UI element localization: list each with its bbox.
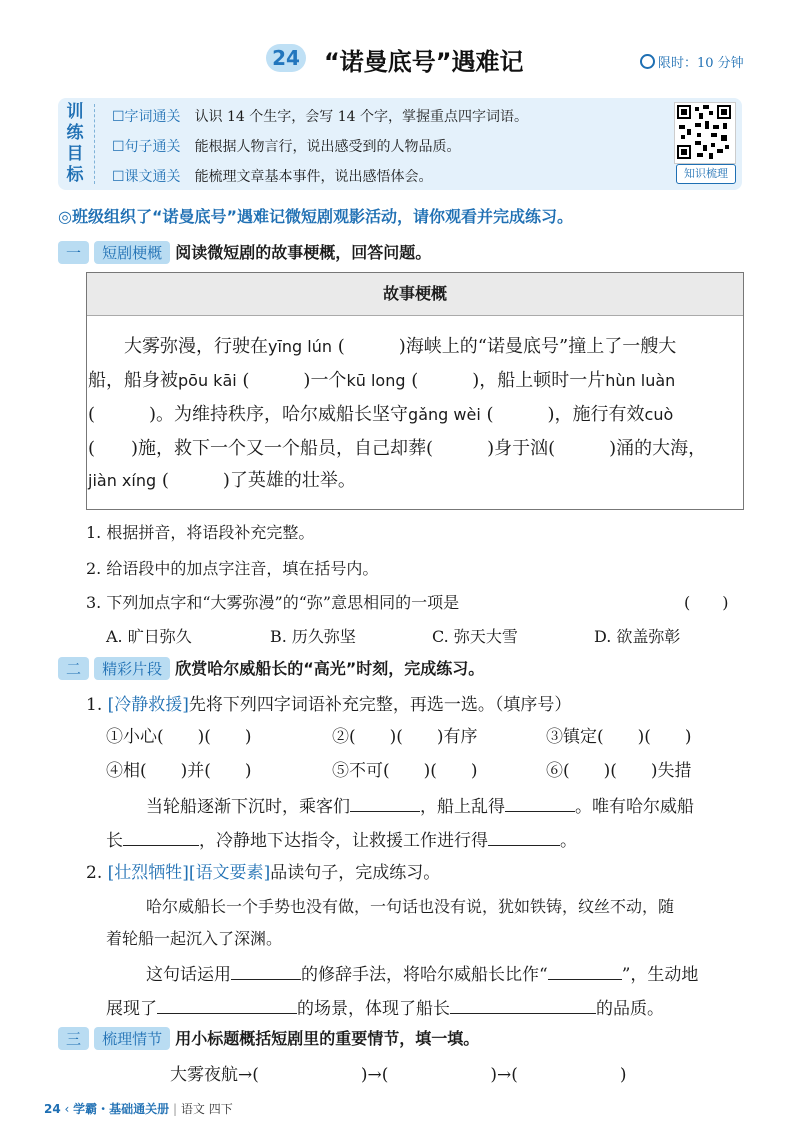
idiom-3[interactable]: ③镇定( )( ): [546, 727, 692, 747]
section1-tag: 短剧梗概: [94, 241, 170, 264]
section3-number: 三: [58, 1027, 89, 1050]
section3-header: [58, 1026, 479, 1050]
goals-box: [58, 98, 742, 190]
section2-q1: 1. [冷静救援]先将下列四字词语补充完整，再选一选。（填序号）: [86, 695, 572, 715]
quote-line-2: 着轮船一起沉入了深渊。: [106, 929, 283, 948]
goals-side-label: 训 练 目 标: [66, 102, 84, 185]
page-title: “诺曼底号”遇难记: [324, 48, 524, 76]
intro-text: ◎班级组织了“诺曼底号”遇难记微短剧观影活动，请你观看并完成练习。: [58, 207, 573, 226]
idiom-4[interactable]: ④相( )并( ): [106, 761, 252, 781]
section2-header: [58, 656, 484, 680]
section1-q3: 3. 下列加点字和“大雾弥漫”的“弥”意思相同的一项是: [86, 593, 460, 612]
book-name: 学霸・基础通关册: [73, 1102, 170, 1116]
analysis-line-1: 这句话运用 的修辞手法，将哈尔威船长比作“ ”，生动地: [146, 965, 699, 985]
goal-item-words[interactable]: ☐字词通关 认识 14 个生字，会写 14 个字，掌握重点四字词语。: [112, 109, 528, 125]
section1-title: 阅读微短剧的故事梗概，回答问题。: [175, 243, 432, 262]
quote-line-1: 哈尔威船长一个手势也没有做，一句话也没有说，犹如铁铸，纹丝不动，随: [146, 897, 675, 916]
blank[interactable]: [231, 978, 301, 980]
clock-icon: [640, 54, 655, 69]
goal-item-sentences[interactable]: ☐句子通关 能根据人物言行，说出感受到的人物品质。: [112, 139, 461, 155]
fill-line-1: 当轮船逐渐下沉时，乘客们 ，船上乱得 。唯有哈尔威船: [146, 797, 694, 817]
time-limit: 限时：10 分钟: [640, 52, 744, 71]
blank[interactable]: [488, 844, 560, 846]
option-c[interactable]: C. 弥天大雪: [432, 627, 518, 646]
blank[interactable]: [548, 978, 622, 980]
blank[interactable]: [505, 810, 575, 812]
idiom-5[interactable]: ⑤不可( )( ): [332, 761, 478, 781]
plot-flow: 大雾夜航→( )→( )→( ): [170, 1065, 627, 1085]
goal-item-text[interactable]: ☐课文通关 能梳理文章基本事件，说出感悟体会。: [112, 169, 433, 185]
option-a[interactable]: A. 旷日弥久: [106, 627, 192, 646]
idiom-1[interactable]: ①小心( )( ): [106, 727, 252, 747]
blank[interactable]: [350, 810, 420, 812]
section1-q1: 1. 根据拼音，将语段补充完整。: [86, 523, 315, 542]
section1-q2: 2. 给语段中的加点字注音，填在括号内。: [86, 559, 379, 578]
page-number: 24: [44, 1102, 61, 1116]
section1-q3-answer[interactable]: ( ): [684, 593, 729, 612]
section2-q2: 2. [壮烈牺牲][语文要素]品读句子，完成练习。: [86, 863, 441, 883]
goals-divider: [94, 104, 96, 184]
option-b[interactable]: B. 历久弥坚: [270, 627, 356, 646]
section3-title: 用小标题概括短剧里的重要情节，填一填。: [175, 1029, 480, 1048]
section3-tag: 梳理情节: [94, 1027, 170, 1050]
analysis-line-2: 展现了 的场景，体现了船长 的品质。: [106, 999, 664, 1019]
option-d[interactable]: D. 欲盖弥彰: [594, 627, 681, 646]
qr-code[interactable]: [674, 102, 736, 164]
section1-header: [58, 240, 431, 264]
qr-code-icon: [675, 103, 733, 161]
blank[interactable]: [157, 1012, 297, 1014]
idiom-6[interactable]: ⑥( )( )失措: [546, 761, 692, 781]
section2-title: 欣赏哈尔威船长的“高光”时刻，完成练习。: [175, 659, 485, 678]
footer: 24 ‹ 学霸・基础通关册 | 语文 四下: [44, 1102, 233, 1116]
section2-tag: 精彩片段: [94, 657, 170, 680]
section1-number: 一: [58, 241, 89, 264]
idiom-2[interactable]: ②( )( )有序: [332, 727, 478, 747]
story-box-title-bar: 故事梗概: [87, 273, 743, 316]
section2-number: 二: [58, 657, 89, 680]
subject: 语文 四下: [180, 1102, 233, 1116]
fill-line-2: 长 ，冷静地下达指令，让救援工作进行得 。: [106, 831, 577, 851]
lesson-number-badge: 24: [266, 44, 306, 72]
qr-label: 知识梳理: [676, 164, 736, 184]
blank[interactable]: [450, 1012, 596, 1014]
blank[interactable]: [123, 844, 199, 846]
